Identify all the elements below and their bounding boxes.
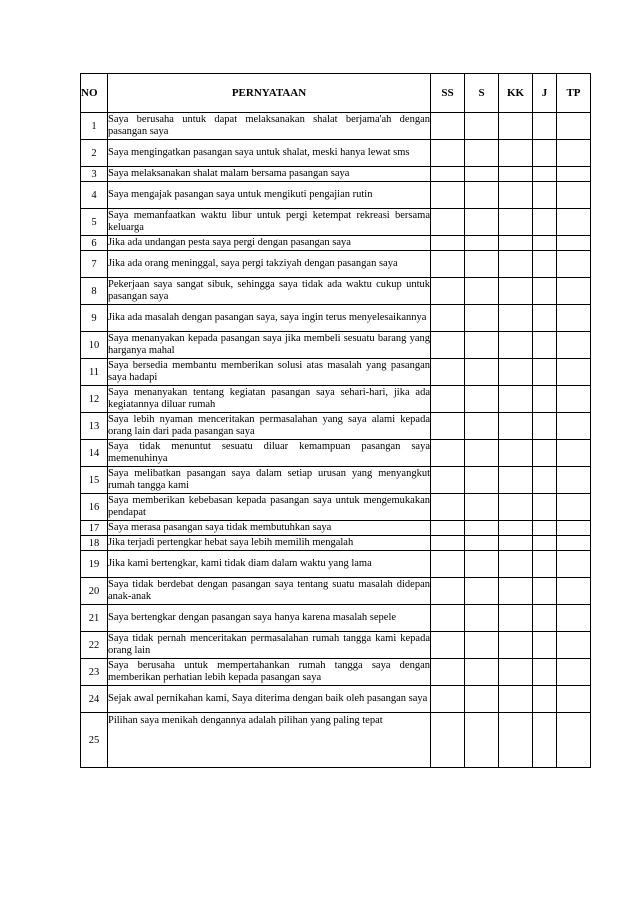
- questionnaire-table: [80, 73, 591, 768]
- answer-tp[interactable]: [557, 536, 591, 551]
- answer-tp[interactable]: [557, 278, 591, 305]
- answer-kk[interactable]: [499, 278, 533, 305]
- answer-ss[interactable]: [431, 305, 465, 332]
- answer-j[interactable]: [533, 278, 557, 305]
- answer-s[interactable]: [465, 182, 499, 209]
- answer-ss[interactable]: [431, 440, 465, 467]
- item-statement: Saya berusaha untuk mempertahankan rumah tangga saya dengan memberikan perhatian lebih kepada pasangan saya: [108, 659, 431, 686]
- answer-ss[interactable]: [431, 209, 465, 236]
- answer-tp[interactable]: [557, 521, 591, 536]
- answer-ss[interactable]: [431, 278, 465, 305]
- answer-tp[interactable]: [557, 140, 591, 167]
- answer-kk[interactable]: [499, 686, 533, 713]
- item-statement: Jika ada undangan pesta saya pergi dengan pasangan saya: [108, 236, 431, 251]
- answer-kk[interactable]: [499, 659, 533, 686]
- answer-kk[interactable]: [499, 713, 533, 768]
- answer-tp[interactable]: [557, 167, 591, 182]
- answer-ss[interactable]: [431, 167, 465, 182]
- answer-s[interactable]: [465, 686, 499, 713]
- answer-kk[interactable]: [499, 251, 533, 278]
- answer-tp[interactable]: [557, 578, 591, 605]
- answer-j[interactable]: [533, 536, 557, 551]
- header-ss: SS: [431, 74, 465, 113]
- answer-s[interactable]: [465, 278, 499, 305]
- item-number: 22: [81, 632, 108, 659]
- answer-tp[interactable]: [557, 236, 591, 251]
- answer-ss[interactable]: [431, 686, 465, 713]
- table-row: [81, 140, 591, 167]
- item-number: 12: [81, 386, 108, 413]
- item-statement: Saya mengajak pasangan saya untuk mengikuti pengajian rutin: [108, 182, 431, 209]
- item-statement: Sejak awal pernikahan kami, Saya diterima dengan baik oleh pasangan saya: [108, 686, 431, 713]
- table-row: [81, 113, 591, 140]
- answer-tp[interactable]: [557, 494, 591, 521]
- table-row: [81, 209, 591, 236]
- answer-ss[interactable]: [431, 140, 465, 167]
- item-number: 21: [81, 605, 108, 632]
- answer-ss[interactable]: [431, 113, 465, 140]
- answer-j[interactable]: [533, 494, 557, 521]
- item-statement: Saya tidak menuntut sesuatu diluar kemampuan pasangan saya memenuhinya: [108, 440, 431, 467]
- table-row: [81, 332, 591, 359]
- item-number: 24: [81, 686, 108, 713]
- answer-j[interactable]: [533, 467, 557, 494]
- item-number: 17: [81, 521, 108, 536]
- table-row: [81, 467, 591, 494]
- item-number: 16: [81, 494, 108, 521]
- item-statement: Saya memberikan kebebasan kepada pasangan saya untuk mengemukakan pendapat: [108, 494, 431, 521]
- header-statement: PERNYATAAN: [108, 74, 431, 113]
- item-statement: Saya tidak pernah menceritakan permasalahan rumah tangga kami kepada orang lain: [108, 632, 431, 659]
- item-statement: Saya merasa pasangan saya tidak membutuhkan saya: [108, 521, 431, 536]
- answer-tp[interactable]: [557, 182, 591, 209]
- answer-j[interactable]: [533, 713, 557, 768]
- table-row: [81, 551, 591, 578]
- answer-tp[interactable]: [557, 605, 591, 632]
- answer-j[interactable]: [533, 332, 557, 359]
- item-statement: Saya memanfaatkan waktu libur untuk pergi ketempat rekreasi bersama keluarga: [108, 209, 431, 236]
- answer-j[interactable]: [533, 632, 557, 659]
- header-no: NO: [81, 74, 108, 113]
- table-row: [81, 305, 591, 332]
- answer-kk[interactable]: [499, 332, 533, 359]
- answer-s[interactable]: [465, 659, 499, 686]
- item-statement: Jika terjadi pertengkar hebat saya lebih memilih mengalah: [108, 536, 431, 551]
- answer-tp[interactable]: [557, 713, 591, 768]
- header-kk: KK: [499, 74, 533, 113]
- answer-kk[interactable]: [499, 140, 533, 167]
- answer-j[interactable]: [533, 359, 557, 386]
- item-statement: Jika ada masalah dengan pasangan saya, saya ingin terus menyelesaikannya: [108, 305, 431, 332]
- item-statement: Saya mengingatkan pasangan saya untuk shalat, meski hanya lewat sms: [108, 140, 431, 167]
- answer-j[interactable]: [533, 140, 557, 167]
- table-row: [81, 413, 591, 440]
- answer-tp[interactable]: [557, 440, 591, 467]
- table-row: [81, 605, 591, 632]
- item-statement: Saya melaksanakan shalat malam bersama pasangan saya: [108, 167, 431, 182]
- item-number: 15: [81, 467, 108, 494]
- answer-kk[interactable]: [499, 305, 533, 332]
- item-statement: Saya melibatkan pasangan saya dalam setiap urusan yang menyangkut rumah tangga kami: [108, 467, 431, 494]
- answer-kk[interactable]: [499, 182, 533, 209]
- answer-ss[interactable]: [431, 659, 465, 686]
- table-row: [81, 686, 591, 713]
- table-row: [81, 359, 591, 386]
- item-statement: Pilihan saya menikah dengannya adalah pilihan yang paling tepat: [108, 713, 431, 768]
- item-statement: Saya menanyakan kepada pasangan saya jika membeli sesuatu barang yang harganya mahal: [108, 332, 431, 359]
- table-row: [81, 659, 591, 686]
- answer-kk[interactable]: [499, 605, 533, 632]
- answer-tp[interactable]: [557, 659, 591, 686]
- answer-ss[interactable]: [431, 236, 465, 251]
- item-statement: Saya tidak berdebat dengan pasangan saya tentang suatu masalah didepan anak-anak: [108, 578, 431, 605]
- answer-s[interactable]: [465, 386, 499, 413]
- table-row: [81, 386, 591, 413]
- answer-tp[interactable]: [557, 209, 591, 236]
- answer-ss[interactable]: [431, 467, 465, 494]
- answer-ss[interactable]: [431, 359, 465, 386]
- answer-j[interactable]: [533, 659, 557, 686]
- answer-s[interactable]: [465, 494, 499, 521]
- answer-kk[interactable]: [499, 167, 533, 182]
- item-statement: Saya bersedia membantu memberikan solusi atas masalah yang pasangan saya hadapi: [108, 359, 431, 386]
- item-statement: Jika ada orang meninggal, saya pergi takziyah dengan pasangan saya: [108, 251, 431, 278]
- answer-j[interactable]: [533, 251, 557, 278]
- answer-tp[interactable]: [557, 359, 591, 386]
- answer-kk[interactable]: [499, 386, 533, 413]
- item-number: 18: [81, 536, 108, 551]
- item-number: 11: [81, 359, 108, 386]
- answer-s[interactable]: [465, 332, 499, 359]
- item-number: 8: [81, 278, 108, 305]
- answer-kk[interactable]: [499, 113, 533, 140]
- answer-s[interactable]: [465, 413, 499, 440]
- answer-kk[interactable]: [499, 551, 533, 578]
- answer-kk[interactable]: [499, 632, 533, 659]
- answer-s[interactable]: [465, 713, 499, 768]
- item-number: 6: [81, 236, 108, 251]
- answer-kk[interactable]: [499, 440, 533, 467]
- item-number: 13: [81, 413, 108, 440]
- answer-tp[interactable]: [557, 251, 591, 278]
- answer-kk[interactable]: [499, 209, 533, 236]
- answer-tp[interactable]: [557, 686, 591, 713]
- answer-j[interactable]: [533, 167, 557, 182]
- header-row: [81, 74, 591, 113]
- item-number: 9: [81, 305, 108, 332]
- answer-ss[interactable]: [431, 521, 465, 536]
- item-number: 19: [81, 551, 108, 578]
- item-number: 5: [81, 209, 108, 236]
- answer-j[interactable]: [533, 182, 557, 209]
- item-number: 20: [81, 578, 108, 605]
- answer-kk[interactable]: [499, 359, 533, 386]
- answer-s[interactable]: [465, 521, 499, 536]
- item-statement: Saya berusaha untuk dapat melaksanakan shalat berjama'ah dengan pasangan saya: [108, 113, 431, 140]
- answer-tp[interactable]: [557, 413, 591, 440]
- item-number: 25: [81, 713, 108, 768]
- answer-kk[interactable]: [499, 494, 533, 521]
- table-row: [81, 278, 591, 305]
- answer-j[interactable]: [533, 209, 557, 236]
- answer-s[interactable]: [465, 359, 499, 386]
- answer-s[interactable]: [465, 632, 499, 659]
- answer-tp[interactable]: [557, 632, 591, 659]
- table-row: [81, 236, 591, 251]
- answer-kk[interactable]: [499, 521, 533, 536]
- table-row: [81, 632, 591, 659]
- item-number: 3: [81, 167, 108, 182]
- answer-s[interactable]: [465, 467, 499, 494]
- answer-tp[interactable]: [557, 467, 591, 494]
- answer-j[interactable]: [533, 386, 557, 413]
- header-s: S: [465, 74, 499, 113]
- answer-kk[interactable]: [499, 578, 533, 605]
- answer-tp[interactable]: [557, 113, 591, 140]
- table-row: [81, 182, 591, 209]
- table-row: [81, 578, 591, 605]
- header-tp: TP: [557, 74, 591, 113]
- answer-kk[interactable]: [499, 236, 533, 251]
- answer-ss[interactable]: [431, 605, 465, 632]
- answer-j[interactable]: [533, 413, 557, 440]
- answer-j[interactable]: [533, 686, 557, 713]
- answer-kk[interactable]: [499, 413, 533, 440]
- item-number: 1: [81, 113, 108, 140]
- item-number: 2: [81, 140, 108, 167]
- answer-ss[interactable]: [431, 413, 465, 440]
- answer-ss[interactable]: [431, 632, 465, 659]
- answer-j[interactable]: [533, 440, 557, 467]
- answer-s[interactable]: [465, 140, 499, 167]
- answer-ss[interactable]: [431, 578, 465, 605]
- answer-s[interactable]: [465, 551, 499, 578]
- item-statement: Saya lebih nyaman menceritakan permasalahan yang saya alami kepada orang lain dari pada pasangan saya: [108, 413, 431, 440]
- item-number: 23: [81, 659, 108, 686]
- answer-j[interactable]: [533, 236, 557, 251]
- item-number: 10: [81, 332, 108, 359]
- item-statement: Pekerjaan saya sangat sibuk, sehingga saya tidak ada waktu cukup untuk pasangan saya: [108, 278, 431, 305]
- answer-ss[interactable]: [431, 551, 465, 578]
- item-statement: Jika kami bertengkar, kami tidak diam dalam waktu yang lama: [108, 551, 431, 578]
- answer-tp[interactable]: [557, 332, 591, 359]
- table-row: [81, 494, 591, 521]
- answer-s[interactable]: [465, 167, 499, 182]
- answer-j[interactable]: [533, 113, 557, 140]
- answer-j[interactable]: [533, 521, 557, 536]
- answer-ss[interactable]: [431, 386, 465, 413]
- table-row: [81, 536, 591, 551]
- answer-ss[interactable]: [431, 536, 465, 551]
- answer-tp[interactable]: [557, 386, 591, 413]
- answer-s[interactable]: [465, 605, 499, 632]
- answer-s[interactable]: [465, 536, 499, 551]
- answer-ss[interactable]: [431, 332, 465, 359]
- answer-tp[interactable]: [557, 305, 591, 332]
- answer-ss[interactable]: [431, 494, 465, 521]
- answer-s[interactable]: [465, 578, 499, 605]
- answer-s[interactable]: [465, 209, 499, 236]
- answer-kk[interactable]: [499, 467, 533, 494]
- answer-ss[interactable]: [431, 251, 465, 278]
- answer-kk[interactable]: [499, 536, 533, 551]
- item-number: 14: [81, 440, 108, 467]
- item-statement: Saya bertengkar dengan pasangan saya hanya karena masalah sepele: [108, 605, 431, 632]
- answer-s[interactable]: [465, 440, 499, 467]
- answer-ss[interactable]: [431, 713, 465, 768]
- header-j: J: [533, 74, 557, 113]
- table-row: [81, 440, 591, 467]
- table-row: [81, 521, 591, 536]
- answer-s[interactable]: [465, 251, 499, 278]
- answer-j[interactable]: [533, 605, 557, 632]
- item-number: 4: [81, 182, 108, 209]
- answer-s[interactable]: [465, 236, 499, 251]
- item-statement: Saya menanyakan tentang kegiatan pasangan saya sehari-hari, jika ada kegiatannya diluar rumah: [108, 386, 431, 413]
- answer-ss[interactable]: [431, 182, 465, 209]
- item-number: 7: [81, 251, 108, 278]
- answer-tp[interactable]: [557, 551, 591, 578]
- answer-s[interactable]: [465, 305, 499, 332]
- table-row: [81, 167, 591, 182]
- table-row: [81, 251, 591, 278]
- answer-j[interactable]: [533, 551, 557, 578]
- answer-j[interactable]: [533, 305, 557, 332]
- answer-s[interactable]: [465, 113, 499, 140]
- table-row: [81, 713, 591, 768]
- answer-j[interactable]: [533, 578, 557, 605]
